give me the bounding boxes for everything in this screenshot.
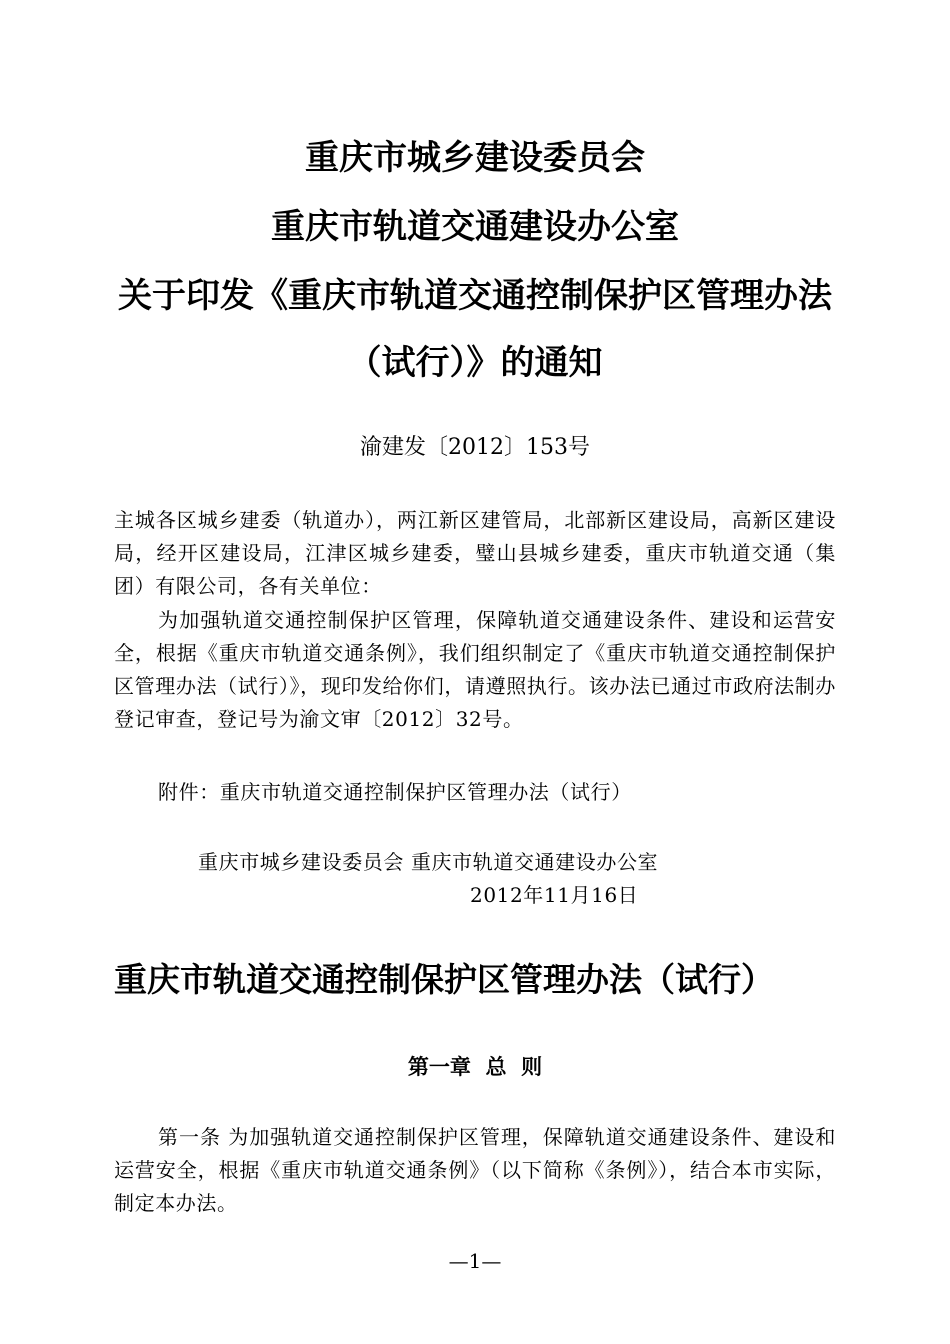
notice-body: 为加强轨道交通控制保护区管理，保障轨道交通建设条件、建设和运营安全，根据《重庆市轨道交通条例》，我们组织制定了《重庆市轨道交通控制保护区管理办法（试行）》，现印发给你们，请遵照执行。该办法已通过市政府法制办登记审查，登记号为渝文审〔2012〕32号。 — [114, 608, 836, 731]
issue-date: 2012年11月16日 — [470, 883, 639, 907]
notice-title-line-1: 重庆市城乡建设委员会 — [305, 138, 645, 178]
notice-title-line-4: （试行）》的通知 — [347, 343, 603, 383]
page-number: —1— — [448, 1249, 502, 1273]
signatories: 重庆市城乡建设委员会 重庆市轨道交通建设办公室 — [198, 850, 659, 874]
notice-title-line-2: 重庆市轨道交通建设办公室 — [271, 207, 679, 247]
chapter-heading: 第一章 总 则 — [407, 1055, 543, 1079]
attachment-line: 附件：重庆市轨道交通控制保护区管理办法（试行） — [158, 780, 632, 804]
article-1: 第一条 为加强轨道交通控制保护区管理，保障轨道交通建设条件、建设和运营安全，根据《重庆市轨道交通条例》（以下简称《条例》），结合本市实际，制定本办法。 — [114, 1125, 836, 1215]
regulation-title: 重庆市轨道交通控制保护区管理办法（试行） — [114, 960, 774, 999]
document-number: 渝建发〔2012〕153号 — [360, 435, 590, 460]
notice-title-line-3: 关于印发《重庆市轨道交通控制保护区管理办法 — [118, 276, 832, 316]
addressees: 主城各区城乡建委（轨道办），两江新区建管局，北部新区建设局，高新区建设局，经开区建设局，江津区城乡建委，璧山县城乡建委，重庆市轨道交通（集团）有限公司，各有关单位： — [114, 508, 836, 598]
